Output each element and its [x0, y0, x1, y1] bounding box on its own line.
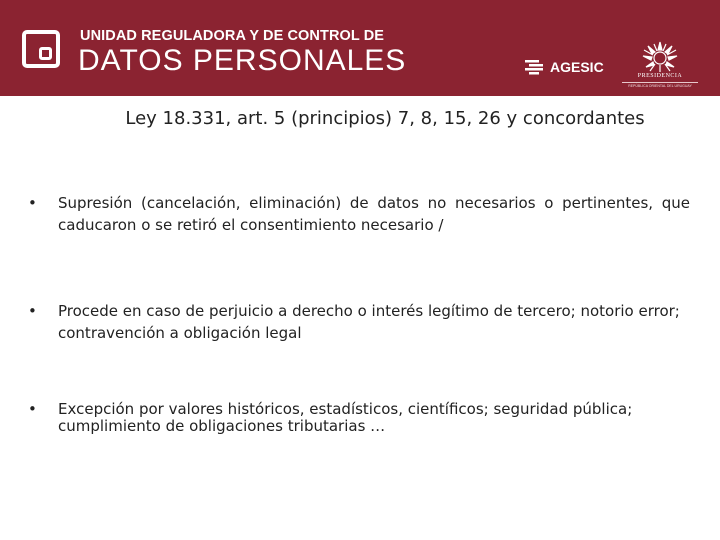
bullet-text: Excepción por valores históricos, estadísticos, científicos; seguridad pública; cumplimiento de obligaciones tributarias … [58, 400, 633, 435]
presidencia-label: PRESIDENCIA [637, 73, 683, 79]
sun-emblem-icon [640, 40, 680, 74]
agesic-label: AGESIC [550, 59, 604, 75]
presidencia-divider [622, 82, 698, 83]
agesic-logo-icon [524, 59, 544, 77]
bullet-marker: • [28, 302, 37, 320]
bullet-marker: • [28, 194, 37, 212]
bullet-text: Supresión (cancelación, eliminación) de datos no necesarios o pertinentes, que caducaron o se retiró el consentimiento necesario / [58, 194, 690, 234]
header-banner [0, 0, 720, 96]
bullet-text: Procede en caso de perjuicio a derecho o interés legítimo de tercero; notorio error; contravención a obligación legal [58, 302, 680, 342]
bullet-marker: • [28, 400, 37, 418]
slide-title: Ley 18.331, art. 5 (principios) 7, 8, 15, 26 y concordantes [125, 108, 645, 129]
logo-inner-square [39, 47, 52, 60]
organization-name-line1: UNIDAD REGULADORA Y DE CONTROL DE [80, 28, 385, 44]
organization-name-line2: DATOS PERSONALES [78, 44, 407, 77]
presidencia-subtitle: REPÚBLICA ORIENTAL DEL URUGUAY [628, 84, 692, 88]
presidencia-logo [618, 40, 702, 92]
datos-personales-logo-icon [22, 30, 60, 68]
